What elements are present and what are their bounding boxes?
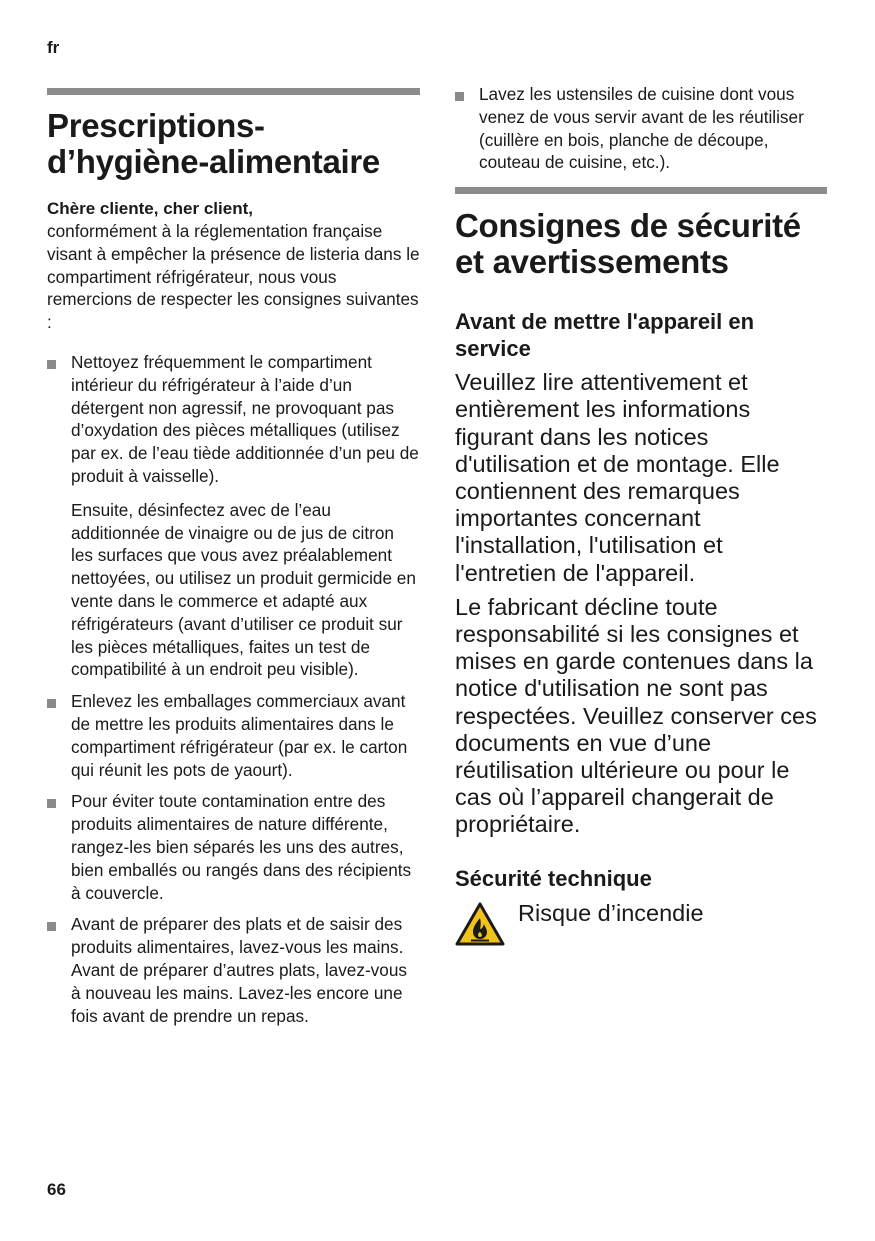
bullet-square-icon	[47, 799, 56, 808]
right-column	[455, 0, 827, 927]
fire-hazard-icon	[455, 902, 505, 951]
safety-paragraph-2: Le fabricant décline toute responsabilité si les consignes et mises en garde contenues dans la notice d'utilisation ne sont pas respectées. Veuillez conserver ces documents en vue d’une réutilisation ultérieure ou pour le cas où l’appareil changerait de propriétaire.	[455, 593, 817, 838]
fire-warning	[455, 900, 827, 927]
bullet-square-icon	[455, 92, 464, 101]
bullet-square-icon	[47, 699, 56, 708]
list-item: Lavez les ustensiles de cuisine dont vous venez de vous servir avant de les réutiliser (cuillère en bois, planche de découpe, couteau de cuisine, etc.).	[455, 83, 827, 174]
hygiene-list	[47, 351, 420, 1027]
hygiene-title	[47, 108, 420, 180]
language-tag: fr	[47, 38, 60, 57]
page-number: 66	[47, 1180, 66, 1199]
list-item: Avant de préparer des plats et de saisir des produits alimentaires, lavez-vous les mains. Avant de préparer d’autres plats, lavez-vous à nouveau les mains. Lavez-les encore une fois avant de prendre un repas.	[47, 913, 420, 1027]
technical-safety-heading: Sécurité technique	[455, 865, 652, 891]
safety-title-line2: et avertissements	[455, 243, 729, 281]
bullet-square-icon	[47, 360, 56, 369]
hygiene-title-line1: Prescriptions-	[47, 107, 265, 144]
hygiene-list-continued	[455, 83, 827, 174]
section-rule	[47, 88, 420, 95]
bullet-square-icon	[47, 922, 56, 931]
hygiene-title-line2: d’hygiène-alimentaire	[47, 143, 380, 180]
section-rule	[455, 187, 827, 194]
hygiene-intro: conformément à la réglementation française visant à empêcher la présence de listeria dans le compartiment réfrigérateur, nous vous remercions de respecter les consignes suivantes :	[47, 221, 420, 333]
list-item: Pour éviter toute contamination entre des produits alimentaires de nature différente, rangez-les bien séparés les uns des autres, bien emballés ou rangés dans des récipients à couvercle.	[47, 790, 420, 904]
list-item: Enlevez les emballages commerciaux avant de mettre les produits alimentaires dans le compartiment réfrigérateur (par ex. le carton qui réunit les pots de yaourt).	[47, 690, 420, 781]
before-use-heading: Avant de mettre l'appareil en service	[455, 309, 755, 362]
greeting: Chère cliente, cher client,	[47, 199, 253, 218]
warning-text: Risque d’incendie	[518, 899, 704, 926]
safety-paragraph-1: Veuillez lire attentivement et entièrement les informations figurant dans les notices d'utilisation et de montage. Elle contiennent des remarques importantes concernant l'installation, l'utilisation et l'entretien de l'appareil.	[455, 369, 780, 586]
safety-title-line1: Consignes de sécurité	[455, 207, 801, 245]
safety-title	[455, 208, 827, 280]
list-item: Nettoyez fréquemment le compartiment intérieur du réfrigérateur à l’aide d’un détergent non agressif, ne provoquant pas d’oxydation des pièces métalliques (utilisez par ex. de l’eau tiède additionnée d’un peu de produit à vaisselle). Ensuite, désinfectez avec de l’eau additionnée de vinaigre ou de jus de citron les surfaces que vous avez préalablement nettoyées, ou utilisez un produit germicide en vente dans le commerce et adapté aux réfrigérateurs (avant d’utiliser ce produit sur les pièces métalliques, faites un test de compatibilité à un endroit peu visible).	[47, 351, 420, 681]
list-item-continuation: Ensuite, désinfectez avec de l’eau additionnée de vinaigre ou de jus de citron les surfaces que vous avez préalablement nettoyées, ou utilisez un produit germicide en vente dans le commerce et adapté aux réfrigérateurs (avant d’utiliser ce produit sur les pièces métalliques, faites un test de compatibilité à un endroit peu visible).	[71, 499, 416, 680]
left-column	[47, 0, 420, 1027]
